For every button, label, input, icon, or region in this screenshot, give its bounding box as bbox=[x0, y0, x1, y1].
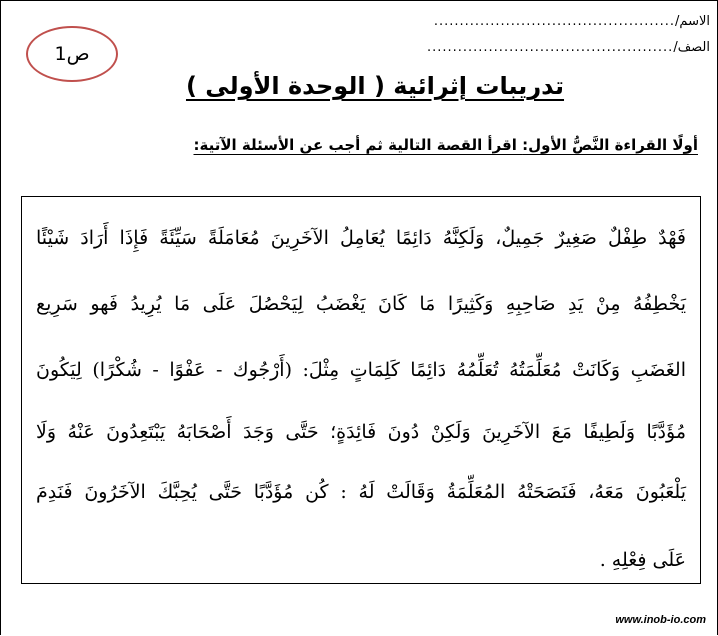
page-number-badge bbox=[26, 26, 118, 82]
name-dots: ............................................... bbox=[433, 14, 676, 29]
story-line-1: فَهْدٌ طِفْلٌ صَغِيرٌ جَمِيلٌ، وَلَكِنَّهُ دَائِمًا يُعَامِلُ الآخَرِينَ مُعَامَلَةً سَيِّئَةً فَإِذَا أَرَادَ شَيْئًا bbox=[36, 227, 686, 249]
class-label: الصف/ bbox=[673, 40, 710, 55]
story-line-2: يَخْطِفُهُ مِنْ يَدِ صَاحِبِهِ وَكَثِيرًا مَا كَانَ يَغْضَبُ لِيَحْصُلَ عَلَى مَا يُرِيدُ فَهو سَرِيع bbox=[36, 293, 686, 315]
student-name-field[interactable] bbox=[434, 14, 710, 29]
story-line-3: الغَضَبِ وَكَانَتْ مُعَلِّمَتُهُ تُعَلِّمُهُ دَائِمًا كَلِمَاتٍ مِثْلَ: (أَرْجُوك - عَفْوًا - شُكْرًا) لِيَكُونَ bbox=[36, 359, 686, 381]
class-dots: ................................................ bbox=[426, 40, 674, 55]
section-heading-label: أولًا القراءة النَّصُّ الأول: bbox=[522, 136, 698, 154]
section-heading bbox=[194, 136, 698, 154]
worksheet-title: تدريبات إثرائية ( الوحدة الأولى ) bbox=[185, 72, 565, 100]
story-line-4: مُؤَدَّبًا وَلَطِيفًا مَعَ الآخَرِينَ وَلَكِنْ دُونَ فَائِدَةٍ؛ حَتَّى وَجَدَ أَصْحَابَهُ يَبْتَعِدُونَ عَنْهُ وَلَا bbox=[36, 421, 686, 443]
story-line-5: يَلْعَبُونَ مَعَهُ، فَنَصَحَتْهُ المُعَلِّمَةُ وَقَالَتْ لَهُ : كُن مُؤَدَّبًا حَتَّى يُحِبَّكَ الآخَرُونَ فَنَدِمَ bbox=[36, 481, 686, 503]
story-box bbox=[21, 196, 701, 584]
name-label: الاسم/ bbox=[675, 14, 710, 29]
student-class-field[interactable] bbox=[427, 40, 710, 55]
section-instruction: اقرأ القصة التالية ثم أجب عن الأسئلة الآتية: bbox=[193, 136, 523, 154]
story-line-6: عَلَى فِعْلِهِ . bbox=[599, 549, 686, 571]
footer-url: www.inob-io.com bbox=[615, 614, 706, 626]
page-number-text: ص1 bbox=[54, 43, 90, 65]
